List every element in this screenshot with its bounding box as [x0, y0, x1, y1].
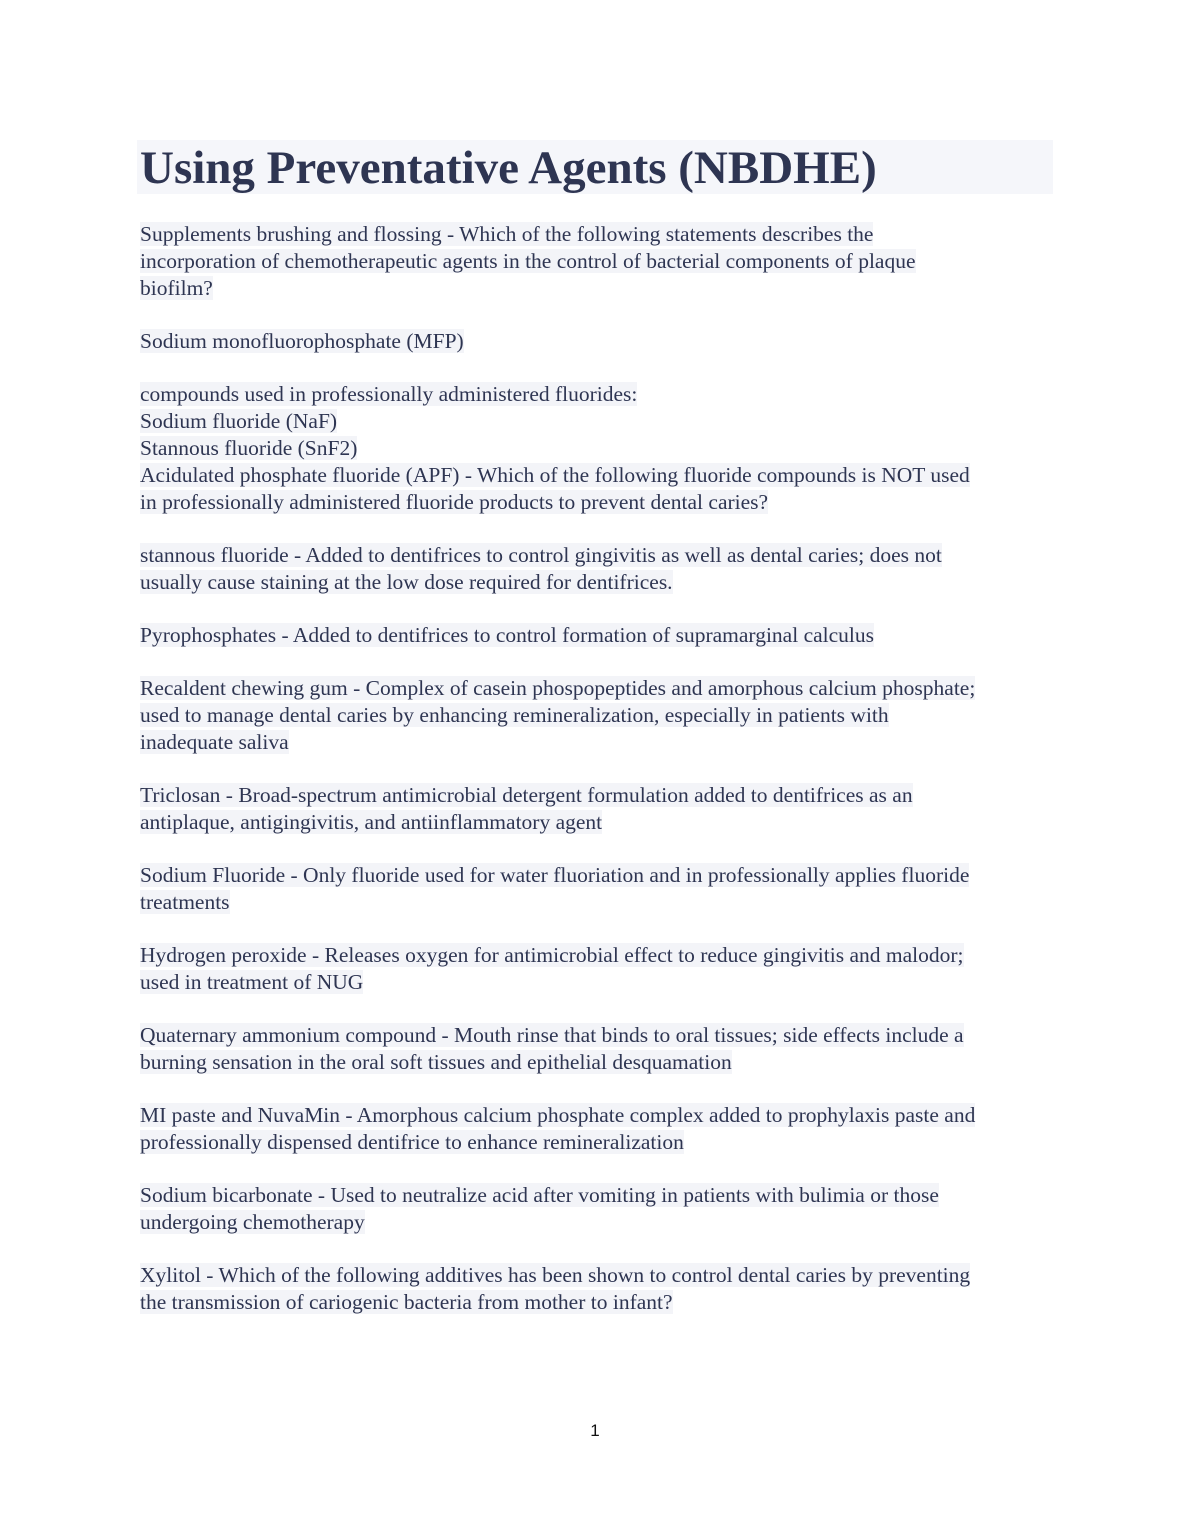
entry-line: Hydrogen peroxide - Releases oxygen for antimicrobial effect to reduce gingivitis and malodor;: [140, 943, 964, 967]
flashcard-entry-4: [140, 542, 1060, 596]
flashcard-entry-6: [140, 675, 1060, 756]
flashcard-entry-8: [140, 862, 1060, 916]
entry-line: used to manage dental caries by enhancing remineralization, especially in patients with: [140, 703, 889, 727]
entry-line: compounds used in professionally administered fluorides:: [140, 382, 638, 406]
page-title: Using Preventative Agents (NBDHE): [137, 140, 1053, 194]
entry-line: incorporation of chemotherapeutic agents in the control of bacterial components of plaque: [140, 249, 916, 273]
entry-line: professionally dispensed dentifrice to enhance remineralization: [140, 1130, 684, 1154]
entry-line: Quaternary ammonium compound - Mouth rinse that binds to oral tissues; side effects include a: [140, 1023, 964, 1047]
entry-line: inadequate saliva: [140, 730, 289, 754]
entry-line: burning sensation in the oral soft tissues and epithelial desquamation: [140, 1050, 732, 1074]
entry-line: biofilm?: [140, 276, 213, 300]
flashcard-entry-3: [140, 381, 1060, 516]
entry-line: Xylitol - Which of the following additives has been shown to control dental caries by preventing: [140, 1263, 971, 1287]
entry-line: usually cause staining at the low dose required for dentifrices.: [140, 570, 673, 594]
entry-line: stannous fluoride - Added to dentifrices to control gingivitis as well as dental caries; does not: [140, 543, 942, 567]
flashcard-entry-10: [140, 1022, 1060, 1076]
flashcard-entry-1: [140, 221, 1060, 302]
entry-line: antiplaque, antigingivitis, and antiinflammatory agent: [140, 810, 603, 834]
entry-line: Triclosan - Broad-spectrum antimicrobial detergent formulation added to dentifrices as an: [140, 783, 913, 807]
flashcard-entry-9: [140, 942, 1060, 996]
entry-line: treatments: [140, 890, 230, 914]
entry-line: Sodium fluoride (NaF): [140, 409, 338, 433]
flashcard-entry-7: [140, 782, 1060, 836]
entry-line: Pyrophosphates - Added to dentifrices to control formation of supramarginal calculus: [140, 623, 875, 647]
entry-line: undergoing chemotherapy: [140, 1210, 365, 1234]
entry-line: Recaldent chewing gum - Complex of casein phospopeptides and amorphous calcium phosphate;: [140, 676, 976, 700]
entry-line: Sodium bicarbonate - Used to neutralize acid after vomiting in patients with bulimia or those: [140, 1183, 939, 1207]
flashcard-entry-5: [140, 622, 1060, 649]
flashcard-entry-2: [140, 328, 1060, 355]
entry-line: MI paste and NuvaMin - Amorphous calcium phosphate complex added to prophylaxis paste and: [140, 1103, 976, 1127]
entry-line: Stannous fluoride (SnF2): [140, 436, 358, 460]
entry-line: in professionally administered fluoride products to prevent dental caries?: [140, 490, 769, 514]
entry-line: Sodium Fluoride - Only fluoride used for water fluoriation and in professionally applies fluoride: [140, 863, 970, 887]
entry-line: Sodium monofluorophosphate (MFP): [140, 329, 464, 353]
entry-line: Acidulated phosphate fluoride (APF) - Which of the following fluoride compounds is NOT used: [140, 463, 970, 487]
entry-line: the transmission of cariogenic bacteria from mother to infant?: [140, 1290, 673, 1314]
flashcard-entry-12: [140, 1182, 1060, 1236]
page-number: 1: [590, 1421, 600, 1440]
entry-line: Supplements brushing and flossing - Which of the following statements describes the: [140, 222, 874, 246]
flashcard-entry-13: [140, 1262, 1060, 1316]
flashcard-entry-11: [140, 1102, 1060, 1156]
flashcard-list: [140, 221, 1060, 1342]
entry-line: used in treatment of NUG: [140, 970, 364, 994]
